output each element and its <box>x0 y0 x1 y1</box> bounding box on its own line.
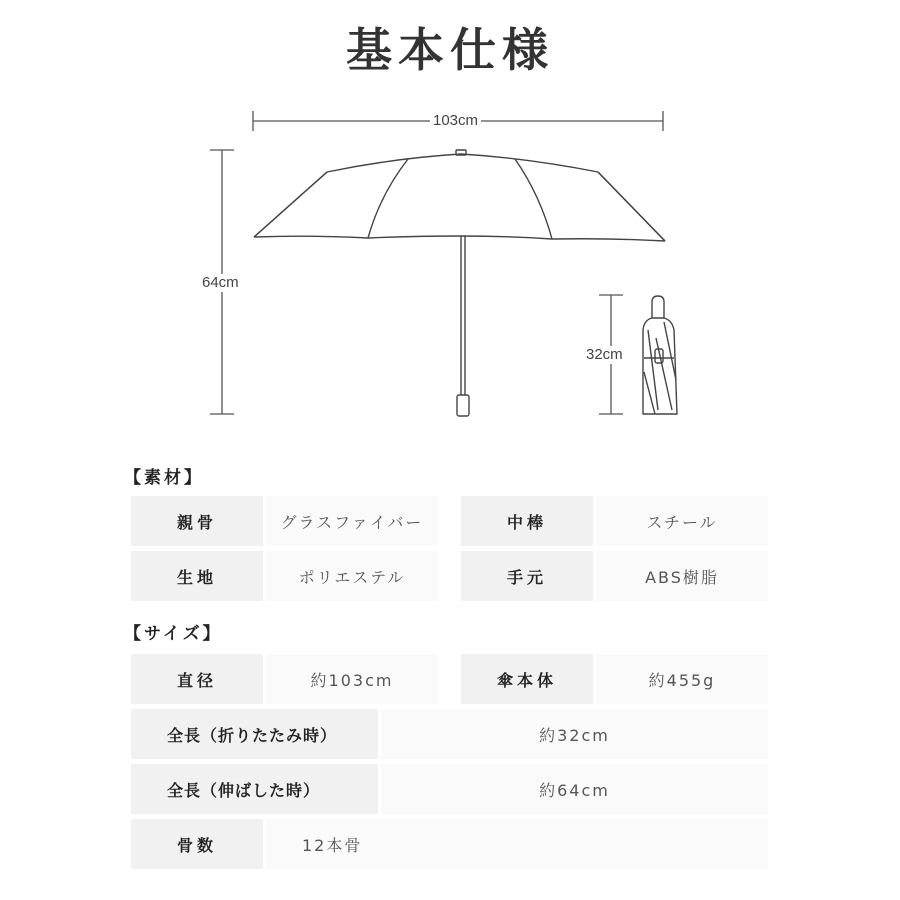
size-val-folded-length: 約32cm <box>381 709 768 759</box>
size-key-folded-length: 全長（折りたたみ時） <box>131 709 378 759</box>
width-dimension-label: 103cm <box>430 112 481 130</box>
page-title: 基本仕様 <box>346 23 554 77</box>
material-key-ribs: 親骨 <box>131 496 263 546</box>
materials-heading: 【素材】 <box>124 468 204 488</box>
umbrella-diagram <box>0 0 900 440</box>
size-key-diameter: 直径 <box>131 654 263 704</box>
material-val-handle: ABS樹脂 <box>596 551 768 601</box>
size-val-diameter: 約103cm <box>266 654 438 704</box>
material-val-fabric: ポリエステル <box>266 551 438 601</box>
size-key-extended-length: 全長（伸ばした時） <box>131 764 378 814</box>
size-val-weight: 約455g <box>596 654 768 704</box>
size-val-extended-length: 約64cm <box>381 764 768 814</box>
material-val-shaft: スチール <box>596 496 768 546</box>
size-heading: 【サイズ】 <box>124 624 223 644</box>
material-key-shaft: 中棒 <box>461 496 593 546</box>
open-height-dimension-label: 64cm <box>199 274 242 292</box>
size-val-rib-count: 12本骨 <box>266 819 768 869</box>
material-val-ribs: グラスファイバー <box>266 496 438 546</box>
folded-height-dimension-label: 32cm <box>583 346 626 364</box>
size-key-weight: 傘本体 <box>461 654 593 704</box>
material-key-handle: 手元 <box>461 551 593 601</box>
size-key-rib-count: 骨数 <box>131 819 263 869</box>
open-umbrella <box>254 150 665 416</box>
folded-umbrella <box>643 296 677 414</box>
material-key-fabric: 生地 <box>131 551 263 601</box>
